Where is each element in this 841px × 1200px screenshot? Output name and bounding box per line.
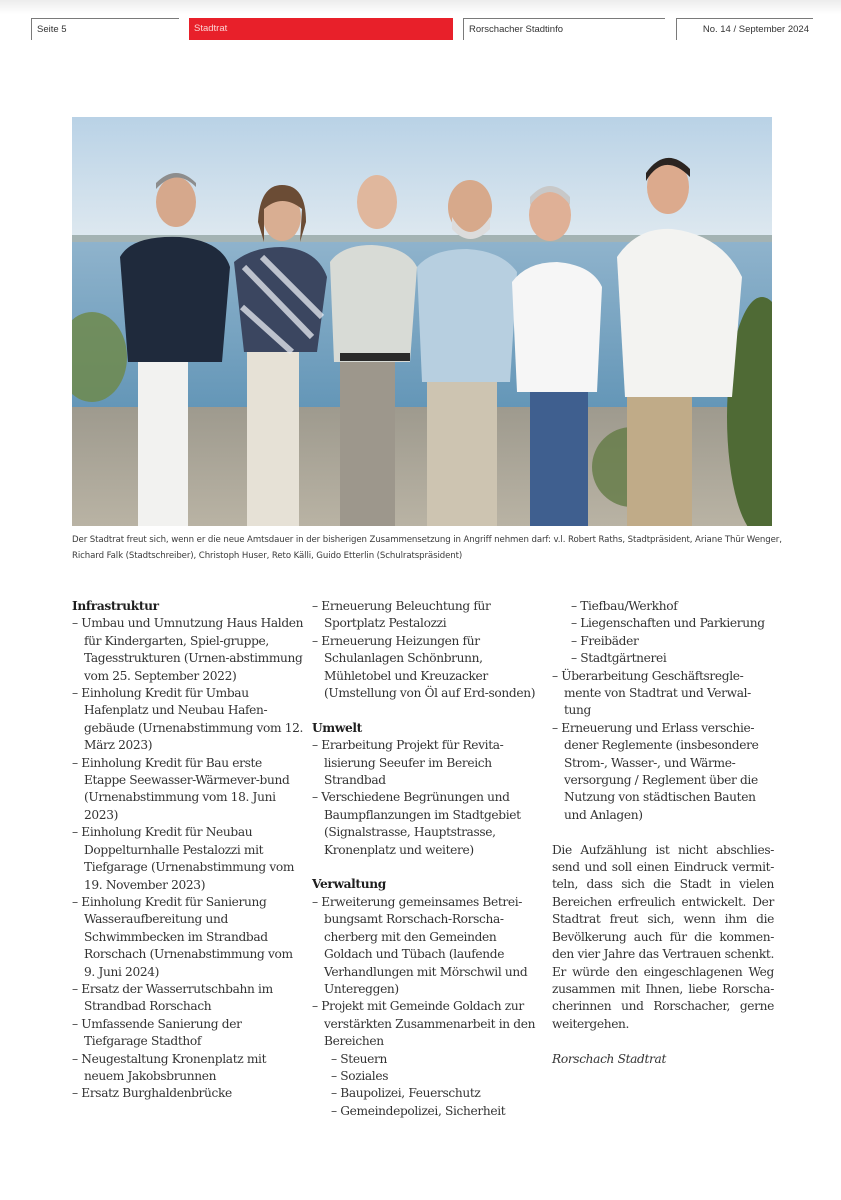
page-top-shadow [0,0,841,14]
section-heading-infrastruktur: Infrastruktur [72,599,159,613]
list-item: – Erneuerung Beleuchtung für Sportplatz Pestalozzi [312,599,491,631]
signature: Rorschach Stadtrat [552,1051,666,1066]
list-item: – Einholung Kredit für Sanierung Wasseraufbereitung und Schwimmbecken im Strandbad Rorschach (Urnenabstimmung vom 9. Juni 2024) [72,894,293,979]
section-heading-umwelt: Umwelt [312,720,362,735]
list-item: – Einholung Kredit für Neubau Doppelturnhalle Pestalozzi mit Tiefgarage (Urnenabstimmung vom 19. November 2023) [72,825,295,892]
list-item: – Erneuerung Heizungen für Schulanlagen Schönbrunn, Mühletobel und Kreuzacker (Umstellung von Öl auf Erd-sonden) [312,633,536,701]
sub-list-item: – Liegenschaften und Parkierung [571,616,765,631]
list-item: – Neugestaltung Kronenplatz mit neuem Jakobsbrunnen [72,1051,267,1083]
sub-list-item: – Freibäder [571,633,639,648]
list-item: – Ersatz Burghaldenbrücke [72,1086,232,1101]
column-3 [552,598,774,1068]
list-item: – Erarbeitung Projekt für Revita-lisierung Seeufer im Bereich Strandbad [312,738,504,788]
page-number: Seite 5 [31,18,179,40]
list-item: – Erneuerung und Erlass verschie-dener Reglemente (insbesondere Strom-, Wasser-, und Wärme-versorgung / Reglement über die Nutzung von städtischen Bauten und Anlagen) [552,720,759,822]
section-label: Stadtrat [189,18,453,40]
publication-title: Rorschacher Stadtinfo [463,18,665,40]
list-item: – Erweiterung gemeinsames Betrei-bungsamt Rorschach-Rorscha-cherberg mit den Gemeinden Goldach und Tübach (laufende Verhandlungen mit Mörschwil und Untereggen) [312,894,528,996]
list-item: – Umbau und Umnutzung Haus Halden für Kindergarten, Spiel-gruppe, Tagesstrukturen (Urnen-abstimmung vom 25. September 2022) [72,616,304,683]
sub-list-item: – Tiefbau/Werkhof [571,599,678,613]
sub-list-item: – Stadtgärtnerei [571,651,667,666]
list-item: – Verschiedene Begrünungen und Baumpflanzungen im Stadtgebiet (Signalstrasse, Hauptstrasse, Kronenplatz und weitere) [312,790,521,857]
sub-list-item: – Baupolizei, Feuerschutz [331,1086,481,1101]
list-item: – Überarbeitung Geschäftsregle-mente von Stadtrat und Verwal-tung [552,668,751,718]
section-heading-verwaltung: Verwaltung [312,877,386,892]
list-item: – Einholung Kredit für Bau erste Etappe Seewasser-Wärmever-bund (Urnenabstimmung vom 18. Juni 2023) [72,755,290,822]
list-item: – Einholung Kredit für Umbau Hafenplatz und Neubau Hafen-gebäude (Urnenabstimmung vom 12. März 2023) [72,686,304,753]
group-photo [72,117,772,526]
photo-caption: Der Stadtrat freut sich, wenn er die neue Amtsdauer in der bisherigen Zusammensetzung in Angriff nehmen darf: v.l. Robert Raths, Stadtpräsident, Ariane Thür Wenger, Richard Falk (Stadtschreiber), Christoph Huser, Reto Källi, Guido Etterlin (Schulratspräsident) [72,535,782,561]
closing-paragraph: Die Aufzählung ist nicht abschlies-send und soll einen Eindruck vermit-teln, dass sich die Stadt in vielen Bereichen erfreulich entwickelt. Der Stadtrat freut sich, wenn ihm die Bevölkerung auch für die kommen-den vier Jahre das Vertrauen schenkt. Er würde den eingeschlagenen Weg zusammen mit Ihnen, liebe Rorscha-cherinnen und Rorschacher, gerne weitergehen. [552,842,774,1031]
sub-list-item: – Soziales [331,1068,389,1083]
column-1 [72,598,304,1103]
group-photo-illustration [72,117,772,526]
issue-label: No. 14 / September 2024 [676,18,813,40]
list-item: – Ersatz der Wasserrutschbahn im Strandbad Rorschach [72,981,273,1014]
sub-list-item: – Gemeindepolizei, Sicherheit [331,1103,506,1118]
sub-list-item: – Steuern [331,1051,388,1066]
list-item: – Projekt mit Gemeinde Goldach zur verstärkten Zusammenarbeit in den Bereichen [312,999,536,1049]
column-2 [312,598,544,1120]
list-item: – Umfassende Sanierung der Tiefgarage Stadthof [72,1016,242,1049]
